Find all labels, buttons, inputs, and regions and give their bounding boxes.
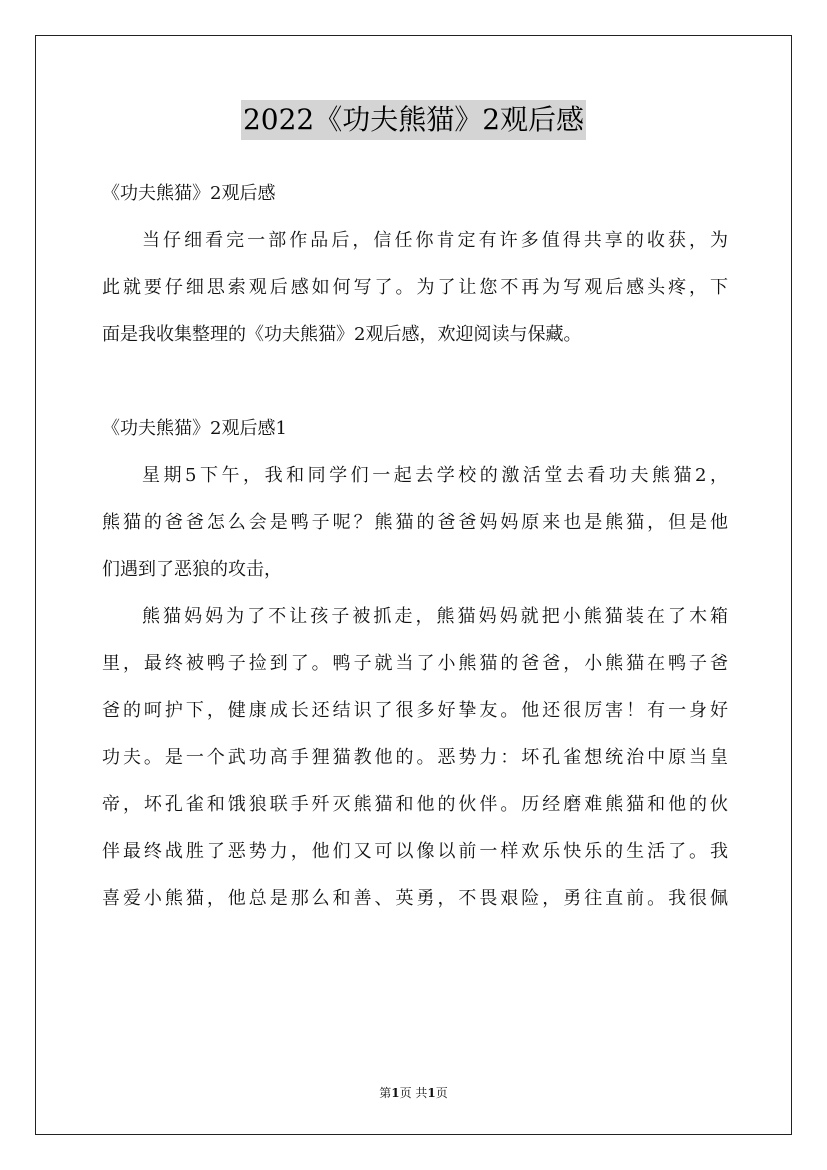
text-line: 伴最终战胜了恶势力，他们又可以像以前一样欢乐快乐的生活了。我: [102, 841, 728, 862]
text-line: 当仔细看完一部作品后，信任你肯定有许多值得共享的收获，为: [142, 230, 728, 251]
footer-mid: 页 共: [399, 1086, 428, 1100]
text-line: 喜爱小熊猫，他总是那么和善、英勇，不畏艰险，勇往直前。我很佩: [102, 888, 728, 909]
text-line: 熊猫妈妈为了不让孩子被抓走，熊猫妈妈就把小熊猫装在了木箱: [142, 606, 728, 627]
document-title: 2022《功夫熊猫》2观后感: [241, 100, 586, 140]
text-line: 《功夫熊猫》2观后感1: [102, 418, 287, 439]
text-line: 此就要仔细思索观后感如何写了。为了让您不再为写观后感头疼，下: [102, 277, 728, 298]
paragraph-spacer: [102, 358, 728, 405]
text-line: 里，最终被鸭子捡到了。鸭子就当了小熊猫的爸爸，小熊猫在鸭子爸: [102, 653, 728, 674]
text-line: 们遇到了恶狼的攻击，: [102, 559, 282, 580]
document-body: [102, 170, 728, 922]
text-line: 功夫。是一个武功高手狸猫教他的。恶势力：坏孔雀想统治中原当皇: [102, 747, 728, 768]
text-line: 《功夫熊猫》2观后感: [102, 183, 276, 204]
footer-suffix: 页: [435, 1086, 448, 1100]
text-line: 面是我收集整理的《功夫熊猫》2观后感，欢迎阅读与保藏。: [102, 324, 582, 345]
text-line: 帝，坏孔雀和饿狼联手歼灭熊猫和他的伙伴。历经磨难熊猫和他的伙: [102, 794, 728, 815]
footer-total-pages: 1: [427, 1086, 436, 1100]
page-footer: [0, 1085, 827, 1101]
footer-prefix: 第: [379, 1086, 392, 1100]
text-line: 熊猫的爸爸怎么会是鸭子呢？熊猫的爸爸妈妈原来也是熊猫，但是他: [102, 512, 728, 533]
title-container: [0, 100, 827, 140]
text-line: 爸的呵护下，健康成长还结识了很多好挚友。他还很厉害！有一身好: [102, 700, 728, 721]
text-line: 星期5下午，我和同学们一起去学校的激活堂去看功夫熊猫2，: [142, 465, 728, 486]
footer-page-number: 1: [391, 1086, 400, 1100]
